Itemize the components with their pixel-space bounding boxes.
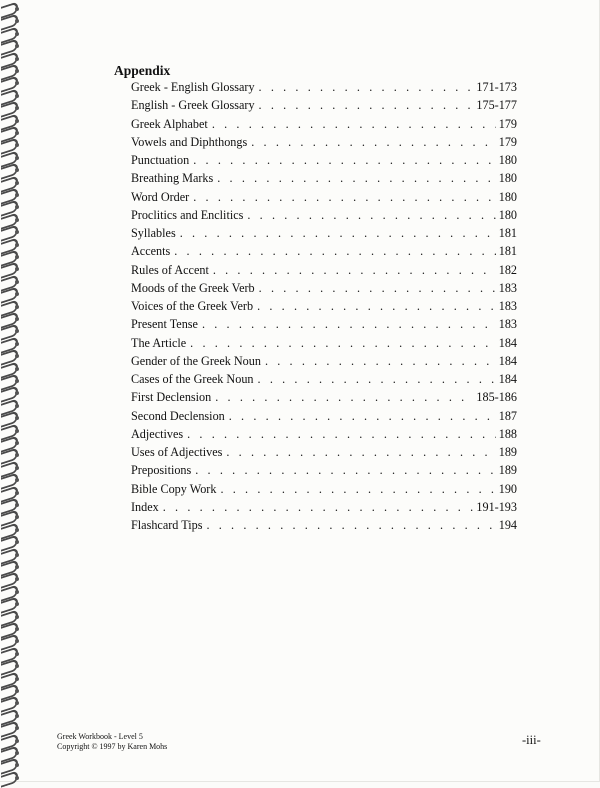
toc-entry — [131, 153, 517, 171]
binding-hole — [15, 627, 19, 631]
binding-hole — [15, 218, 19, 222]
toc-entry — [131, 299, 517, 317]
toc-entry — [131, 281, 517, 299]
toc-dot-leader — [259, 98, 474, 113]
binding-hole — [15, 205, 19, 209]
binding-hole — [15, 565, 19, 569]
toc-dot-leader — [220, 482, 495, 497]
toc-entry — [131, 263, 517, 281]
toc-entry-page: 182 — [498, 262, 517, 277]
binding-hole — [15, 515, 19, 519]
toc-entry-page: 191-193 — [476, 499, 517, 514]
binding-hole — [15, 57, 19, 61]
binding-hole — [15, 280, 19, 284]
toc-entry-page: 183 — [498, 299, 517, 313]
toc-entry-label: Greek - English Glossary — [131, 80, 255, 94]
toc-entry-page: 184 — [498, 335, 517, 350]
binding-hole — [15, 305, 19, 309]
binding-hole — [15, 156, 19, 160]
toc-entry-page: 183 — [498, 317, 517, 332]
binding-hole — [15, 81, 19, 85]
binding-hole — [15, 689, 19, 693]
toc-entry — [131, 98, 517, 116]
toc-entry — [131, 463, 517, 481]
binding-hole — [15, 329, 19, 333]
toc-entry — [131, 171, 517, 189]
binding-hole — [15, 466, 19, 470]
toc-entry-label: Cases of the Greek Noun — [131, 372, 254, 386]
binding-hole — [15, 230, 19, 234]
toc-dot-leader — [258, 372, 496, 387]
binding-hole — [15, 701, 19, 705]
binding-hole — [15, 602, 19, 606]
toc-entry-label: Adjectives — [131, 426, 184, 441]
toc-entry — [131, 117, 517, 135]
page-number: -iii- — [522, 733, 541, 747]
toc-entry — [131, 226, 517, 244]
toc-dot-leader — [187, 427, 496, 442]
toc-entry — [131, 482, 517, 500]
binding-hole — [15, 739, 19, 743]
toc-entry-label: Accents — [131, 244, 171, 259]
toc-dot-leader — [259, 281, 496, 296]
binding-hole — [15, 292, 19, 296]
binding-hole — [15, 615, 19, 619]
binding-hole — [15, 491, 19, 495]
toc-entry-label: Punctuation — [131, 153, 190, 167]
toc-entry — [131, 445, 517, 463]
toc-entry-page: 181 — [498, 226, 517, 240]
toc-entry — [131, 500, 517, 518]
toc-entry-page: 187 — [498, 408, 517, 423]
binding-hole — [15, 193, 19, 197]
toc-entry-page: 189 — [498, 445, 517, 459]
binding-hole — [15, 639, 19, 643]
toc-entry-label: Gender of the Greek Noun — [131, 353, 261, 368]
toc-dot-leader — [229, 409, 496, 424]
toc-dot-leader — [193, 153, 495, 168]
toc-entry-page: 183 — [498, 280, 517, 295]
toc-dot-leader — [213, 263, 496, 278]
toc-entry — [131, 190, 517, 208]
spiral-binding — [0, 0, 22, 782]
binding-hole — [15, 181, 19, 185]
toc-entry-label: Bible Copy Work — [131, 481, 217, 496]
toc-entry — [131, 518, 517, 536]
toc-entry-page: 188 — [498, 426, 517, 441]
toc-dot-leader — [257, 299, 496, 314]
binding-hole — [15, 776, 19, 780]
toc-dot-leader — [217, 171, 495, 186]
toc-entry-label: Uses of Adjectives — [131, 445, 223, 459]
binding-hole — [15, 255, 19, 259]
appendix-table-of-contents — [131, 80, 517, 536]
binding-hole — [15, 429, 19, 433]
toc-entry-label: First Declension — [131, 390, 212, 405]
binding-hole — [15, 94, 19, 98]
toc-entry-page: 171-173 — [476, 80, 517, 94]
binding-hole — [15, 379, 19, 383]
toc-entry-label: Prepositions — [131, 463, 192, 478]
toc-entry-page: 180 — [498, 207, 517, 222]
binding-hole — [15, 478, 19, 482]
binding-hole — [15, 119, 19, 123]
toc-entry — [131, 427, 517, 445]
toc-entry-page: 189 — [498, 463, 517, 478]
toc-entry-page: 184 — [498, 372, 517, 386]
toc-dot-leader — [212, 117, 496, 132]
toc-entry-label: Present Tense — [131, 317, 198, 332]
binding-hole — [15, 168, 19, 172]
binding-hole — [15, 453, 19, 457]
binding-hole — [15, 590, 19, 594]
toc-entry-page: 180 — [498, 153, 517, 167]
toc-entry — [131, 390, 517, 408]
toc-entry-page: 180 — [498, 171, 517, 186]
binding-hole — [15, 342, 19, 346]
binding-hole — [15, 143, 19, 147]
toc-dot-leader — [180, 226, 496, 241]
toc-entry-page: 179 — [498, 116, 517, 131]
binding-hole — [15, 354, 19, 358]
toc-entry-label: Syllables — [131, 226, 176, 240]
toc-entry-label: Proclitics and Enclitics — [131, 207, 244, 222]
toc-entry-page: 179 — [498, 134, 517, 149]
toc-entry-label: Greek Alphabet — [131, 116, 208, 131]
toc-dot-leader — [265, 354, 496, 369]
toc-entry-label: Vowels and Diphthongs — [131, 134, 248, 149]
toc-entry-label: Index — [131, 499, 159, 514]
binding-hole — [15, 540, 19, 544]
toc-dot-leader — [247, 208, 495, 223]
binding-hole — [15, 69, 19, 73]
toc-dot-leader — [190, 336, 496, 351]
binding-hole — [15, 131, 19, 135]
toc-dot-leader — [226, 445, 495, 460]
toc-entry-page: 181 — [498, 244, 517, 259]
toc-entry — [131, 208, 517, 226]
toc-entry — [131, 135, 517, 153]
binding-hole — [15, 503, 19, 507]
toc-entry — [131, 372, 517, 390]
binding-hole — [15, 416, 19, 420]
toc-entry-label: Flashcard Tips — [131, 518, 203, 532]
binding-hole — [15, 553, 19, 557]
toc-entry — [131, 354, 517, 372]
toc-entry-label: Rules of Accent — [131, 262, 209, 277]
toc-dot-leader — [259, 80, 474, 95]
binding-hole — [15, 106, 19, 110]
toc-dot-leader — [202, 317, 496, 332]
binding-hole — [15, 243, 19, 247]
binding-hole — [15, 7, 19, 11]
binding-hole — [15, 317, 19, 321]
binding-hole — [15, 32, 19, 36]
binding-hole — [15, 391, 19, 395]
toc-entry-label: Breathing Marks — [131, 171, 214, 186]
footer-credits — [57, 732, 167, 752]
binding-hole — [15, 652, 19, 656]
binding-hole — [15, 677, 19, 681]
toc-entry-label: Second Declension — [131, 408, 225, 423]
binding-hole — [15, 726, 19, 730]
footer-copyright: Copyright © 1997 by Karen Mohs — [57, 742, 168, 751]
toc-entry-label: Voices of the Greek Verb — [131, 299, 254, 313]
toc-entry-page: 175-177 — [476, 98, 517, 113]
binding-hole — [15, 19, 19, 23]
toc-entry-page: 190 — [498, 481, 517, 496]
binding-hole — [15, 577, 19, 581]
footer-book-title: Greek Workbook - Level 5 — [57, 732, 143, 741]
binding-hole — [15, 267, 19, 271]
toc-entry-label: Word Order — [131, 189, 190, 204]
binding-hole — [15, 751, 19, 755]
toc-entry — [131, 336, 517, 354]
toc-entry — [131, 409, 517, 427]
toc-entry — [131, 317, 517, 335]
appendix-heading: Appendix — [114, 63, 171, 78]
binding-hole — [15, 763, 19, 767]
toc-entry-page: 194 — [498, 518, 517, 532]
toc-dot-leader — [251, 135, 495, 150]
toc-dot-leader — [174, 244, 495, 259]
toc-entry-label: The Article — [131, 335, 187, 350]
binding-hole — [15, 404, 19, 408]
toc-entry-page: 185-186 — [476, 390, 517, 405]
toc-dot-leader — [195, 463, 495, 478]
toc-entry-page: 184 — [498, 353, 517, 368]
binding-hole — [15, 664, 19, 668]
toc-entry-label: Moods of the Greek Verb — [131, 280, 255, 295]
binding-hole — [15, 528, 19, 532]
binding-hole — [15, 714, 19, 718]
toc-dot-leader — [206, 518, 495, 533]
toc-entry — [131, 244, 517, 262]
toc-dot-leader — [163, 500, 474, 515]
toc-entry — [131, 80, 517, 98]
binding-hole — [15, 367, 19, 371]
binding-hole — [15, 441, 19, 445]
toc-dot-leader — [215, 390, 473, 405]
binding-hole — [15, 44, 19, 48]
toc-dot-leader — [193, 190, 495, 205]
toc-entry-page: 180 — [498, 189, 517, 204]
toc-entry-label: English - Greek Glossary — [131, 98, 255, 113]
